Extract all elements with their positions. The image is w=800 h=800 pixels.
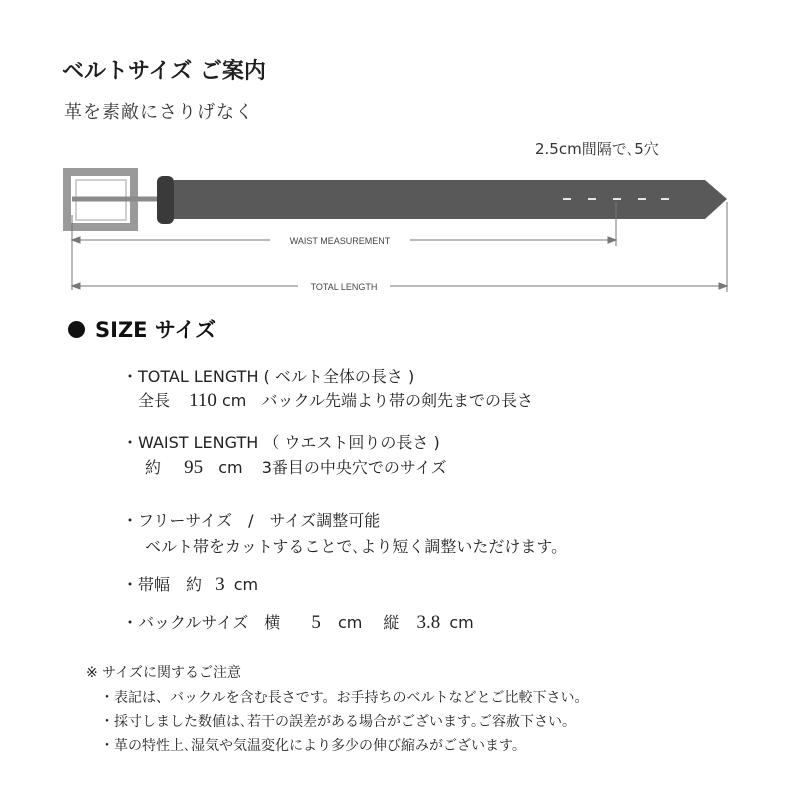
hole-spacing-note: 2.5cm間隔で､5穴 xyxy=(535,140,659,158)
buckle-size-row xyxy=(122,610,474,634)
size-heading-text: SIZE サイズ xyxy=(95,318,217,342)
total-length-row xyxy=(138,388,533,412)
free-size-title: ・フリーサイズ / サイズ調整可能 xyxy=(122,511,381,530)
waist-length-unit: cm xyxy=(218,458,243,477)
note-item: ・採寸しました数値は､若干の誤差がある場合がございます｡ご容赦下さい。 xyxy=(100,714,576,730)
page-subtitle: 革を素敵にさりげなく xyxy=(64,102,254,123)
buckle-size-label: ・バックルサイズ 横 xyxy=(122,613,281,632)
bullet-icon xyxy=(68,321,85,338)
buckle-width-unit: cm xyxy=(337,613,363,632)
total-length-desc: バックル先端より帯の剣先までの長さ xyxy=(261,391,534,410)
waist-measurement-label: WAIST MEASUREMENT xyxy=(289,236,391,246)
buckle-height-label: 縦 xyxy=(383,613,400,632)
buckle-icon xyxy=(67,172,160,227)
strap-width-unit: cm xyxy=(233,575,259,594)
total-length-value: 110 xyxy=(189,390,217,411)
total-length-label: TOTAL LENGTH xyxy=(310,282,378,292)
note-item: ・革の特性上､湿気や気温変化により多少の伸び縮みがございます。 xyxy=(100,738,526,754)
waist-length-value: 95 xyxy=(184,457,204,478)
note-item: ・表記は、バックルを含む長さです。お手持ちのベルトなどとご比較下さい。 xyxy=(100,690,589,706)
buckle-width-value: 5 xyxy=(311,612,321,633)
page-title: ベルトサイズ ご案内 xyxy=(62,59,266,84)
strap-width-value: 3 xyxy=(215,574,225,595)
waist-length-title: ・WAIST LENGTH （ ウエスト回りの長さ ) xyxy=(122,433,440,452)
strap-width-label: ・帯幅 約 xyxy=(122,575,203,594)
notes-heading: ※ サイズに関するご注意 xyxy=(86,665,242,681)
belt-keeper xyxy=(157,176,174,224)
total-length-title: ・TOTAL LENGTH ( ベルト全体の長さ ) xyxy=(122,367,415,386)
free-size-desc: ベルト帯をカットすることで､より短く調整いただけます。 xyxy=(145,537,568,556)
buckle-height-value: 3.8 xyxy=(416,612,441,633)
buckle-height-unit: cm xyxy=(449,613,474,632)
waist-length-desc: 3番目の中央穴でのサイズ xyxy=(261,458,447,477)
total-length-prefix: 全長 xyxy=(138,391,171,410)
size-heading xyxy=(68,314,216,344)
strap-width-row xyxy=(122,572,258,596)
waist-length-row xyxy=(145,455,447,479)
waist-length-prefix: 約 xyxy=(145,458,162,477)
belt-diagram xyxy=(0,160,800,300)
total-length-unit: cm xyxy=(222,391,247,410)
